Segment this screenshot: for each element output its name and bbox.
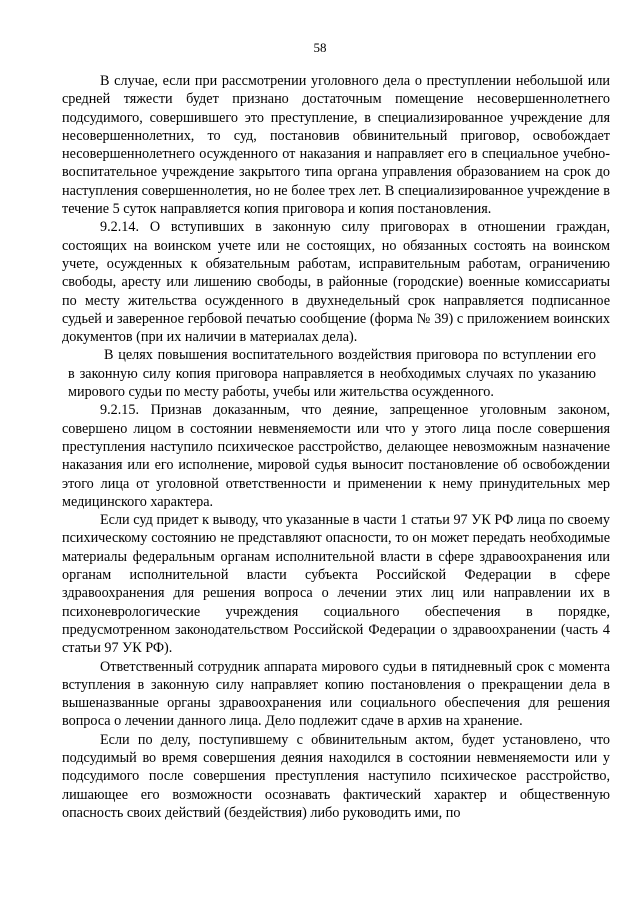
paragraph-9-2-15: 9.2.15. Признав доказанным, что деяние, запрещенное уголовным законом, совершено лицом в состоянии невменяемости или что у этого лица после совершения преступления наступило психическое расстройство, делающее невозможным назначение наказания или его исполнение, мировой судья выносит постановление об освобождении этого лица от уголовной ответственности и применении к нему принудительных мер медицинского характера. xyxy=(62,402,610,510)
paragraph-responsible-employee: Ответственный сотрудник аппарата мирового судьи в пятидневный срок с момента вступления в законную силу направляет копию постановления о прекращении дела в вышеназванные органы здравоохранения или социального обеспечения для решения вопроса о лечении данного лица. Дело подлежит сдаче в архив на хранение. xyxy=(62,658,610,730)
paragraph-educational-impact: В целях повышения воспитательного воздействия приговора по вступлении его в законную силу копия приговора направляется в необходимых случаях по указанию мирового судьи по месту работы, учебы или жительства осужденного. xyxy=(68,347,596,401)
page-number: 58 xyxy=(313,40,327,55)
paragraph-specialized-institution: В случае, если при рассмотрении уголовного дела о преступлении небольшой или средней тяжести будет признано достаточным помещение несовершеннолетнего подсудимого, совершившего это преступление, в специализированное учреждение для несовершеннолетних, то суд, постановив обвинительный приговор, освобождает несовершеннолетнего осужденного от наказания и направляет его в специальное учебно-воспитательное учреждение закрытого типа органа управления образованием на срок до наступления совершеннолетия, но не более трех лет. В специализированное учреждение в течение 5 суток направляется копия приговора и копия постановления. xyxy=(62,73,610,218)
paragraph-article-97: Если суд придет к выводу, что указанные в части 1 статьи 97 УК РФ лица по своему психическому состоянию не представляют опасности, то он может передать необходимые материалы федеральным органам исполнительной власти в сфере здравоохранения или органам исполнительной власти субъекта Российской Федерации в сфере здравоохранения для решения вопроса о лечении этих лиц или направлении их в психоневрологические учреждения социального обеспечения в порядке, предусмотренном законодательством Российской Федерации о здравоохранении (часть 4 статьи 97 УК РФ). xyxy=(62,512,610,657)
paragraph-indictment-case: Если по делу, поступившему с обвинительным актом, будет установлено, что подсудимый во время совершения деяния находился в состоянии невменяемости или у подсудимого после совершения преступления наступило психическое расстройство, лишающее его возможности осознавать фактический характер и общественную опасность своих действий (бездействия) либо руководить ими, по xyxy=(62,731,610,821)
paragraph-9-2-14: 9.2.14. О вступивших в законную силу приговорах в отношении граждан, состоящих на воинском учете или не состоящих, но обязанных состоять на воинском учете, осужденных к обязательным работам, исправительным работам, ограничению свободы, аресту или лишению свободы, в районные (городские) военные комиссариаты по месту жительства осужденного в двухнедельный срок направляется подписанное судьей и заверенное гербовой печатью сообщение (форма № 39) с приложением воинских документов (при их наличии в материалах дела). xyxy=(62,219,610,346)
page-body xyxy=(62,72,610,822)
